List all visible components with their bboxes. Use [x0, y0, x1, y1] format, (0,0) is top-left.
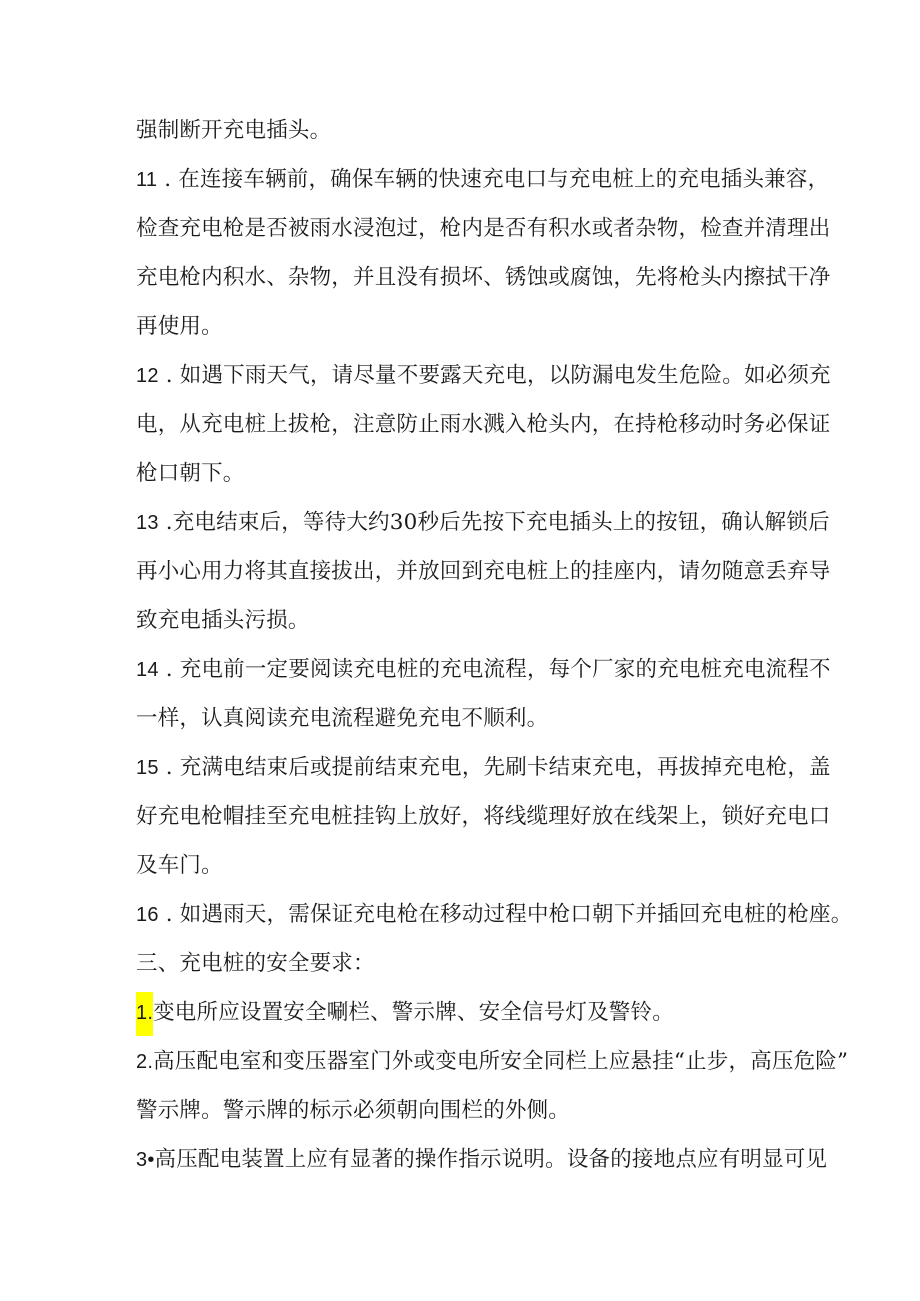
- item-number: 11: [136, 169, 158, 191]
- line-text: 警示牌。警示牌的标示必须朝向围栏的外侧。: [136, 1098, 571, 1123]
- item-11-line-4: [136, 312, 223, 342]
- item-15-line-3: [136, 851, 223, 881]
- item-11-line-3: [136, 263, 830, 293]
- text-line-1: [136, 116, 331, 146]
- line-text: 高压配电室和变压器室门外或变电所安全同栏上应悬挂“止步，高压危险”: [153, 1049, 849, 1074]
- line-text: . 在连接车辆前，确保车辆的快速充电口与充电桩上的充电插头兼容，: [157, 167, 830, 192]
- item-number: 14: [136, 659, 159, 681]
- item-16-line-1: [136, 900, 852, 930]
- line-text: 再使用。: [136, 314, 223, 339]
- line-text: 再小心用力将其直接拔出，并放回到充电桩上的挂座内，请勿随意丢弃导: [136, 559, 831, 584]
- line-text: 三、充电桩的安全要求：: [136, 951, 375, 976]
- line-text: 一样，认真阅读充电流程避免充电不顺利。: [136, 706, 549, 731]
- item-11-line-2: [136, 214, 830, 244]
- line-text: . 如遇下雨天气，请尽量不要露天充电，以防漏电发生危险。如必须充: [158, 363, 831, 388]
- req-2-line-1: [136, 1047, 848, 1077]
- item-12-line-1: [136, 361, 831, 391]
- line-text: 枪口朝下。: [136, 461, 245, 486]
- line-text: 及车门。: [136, 853, 223, 878]
- line-text: 电，从充电桩上拔枪，注意防止雨水溅入枪头内，在持枪移动时务必保证: [136, 412, 831, 437]
- section-heading: [136, 949, 375, 979]
- item-15-line-2: [136, 802, 830, 832]
- item-number: 16: [136, 904, 159, 926]
- line-text: 检查充电枪是否被雨水浸泡过，枪内是否有积水或者杂物，检查并清理出: [136, 216, 831, 241]
- line-text: . 如遇雨天，需保证充电枪在移动过程中枪口朝下并插回充电桩的枪座。: [158, 902, 853, 927]
- req-1-line-1: [136, 998, 674, 1028]
- item-12-line-2: [136, 410, 830, 440]
- item-number: 13: [136, 512, 159, 534]
- line-text: 致充电插头污损。: [136, 608, 310, 633]
- item-15-line-1: [136, 753, 831, 783]
- line-text: 变电所应设置安全唰栏、警示牌、安全信号灯及警铃。: [153, 1000, 674, 1025]
- line-text: . 充电前一定要阅读充电桩的充电流程，每个厂家的充电桩充电流程不: [158, 657, 831, 682]
- item-12-line-3: [136, 459, 245, 489]
- line-text: .充电结束后，等待大约30秒后先按下充电插头上的按钮，确认解锁后: [158, 510, 830, 535]
- item-13-line-2: [136, 557, 830, 587]
- item-13-line-3: [136, 606, 310, 636]
- highlighted-item-number: 1.: [136, 992, 153, 1036]
- item-14-line-1: [136, 655, 831, 685]
- line-text: 好充电枪帽挂至充电桩挂钩上放好，将线缆理好放在线架上，锁好充电口: [136, 804, 831, 829]
- item-number: 3•: [136, 1149, 155, 1171]
- line-text: . 充满电结束后或提前结束充电，先刷卡结束充电，再拔掉充电枪，盖: [158, 755, 831, 780]
- item-13-line-1: [136, 508, 830, 538]
- item-number: 2.: [136, 1051, 154, 1073]
- line-text: 充电枪内积水、杂物，并且没有损坏、锈蚀或腐蚀，先将枪头内擦拭干净: [136, 265, 831, 290]
- req-3-line-1: [136, 1145, 827, 1175]
- item-14-line-2: [136, 704, 548, 734]
- item-number: 15: [136, 757, 159, 779]
- req-2-line-2: [136, 1096, 570, 1126]
- line-text: 强制断开充电插头。: [136, 118, 332, 143]
- item-number: 12: [136, 365, 159, 387]
- item-11-line-1: [136, 165, 829, 195]
- line-text: 高压配电装置上应有显著的操作指示说明。设备的接地点应有明显可见: [154, 1147, 828, 1172]
